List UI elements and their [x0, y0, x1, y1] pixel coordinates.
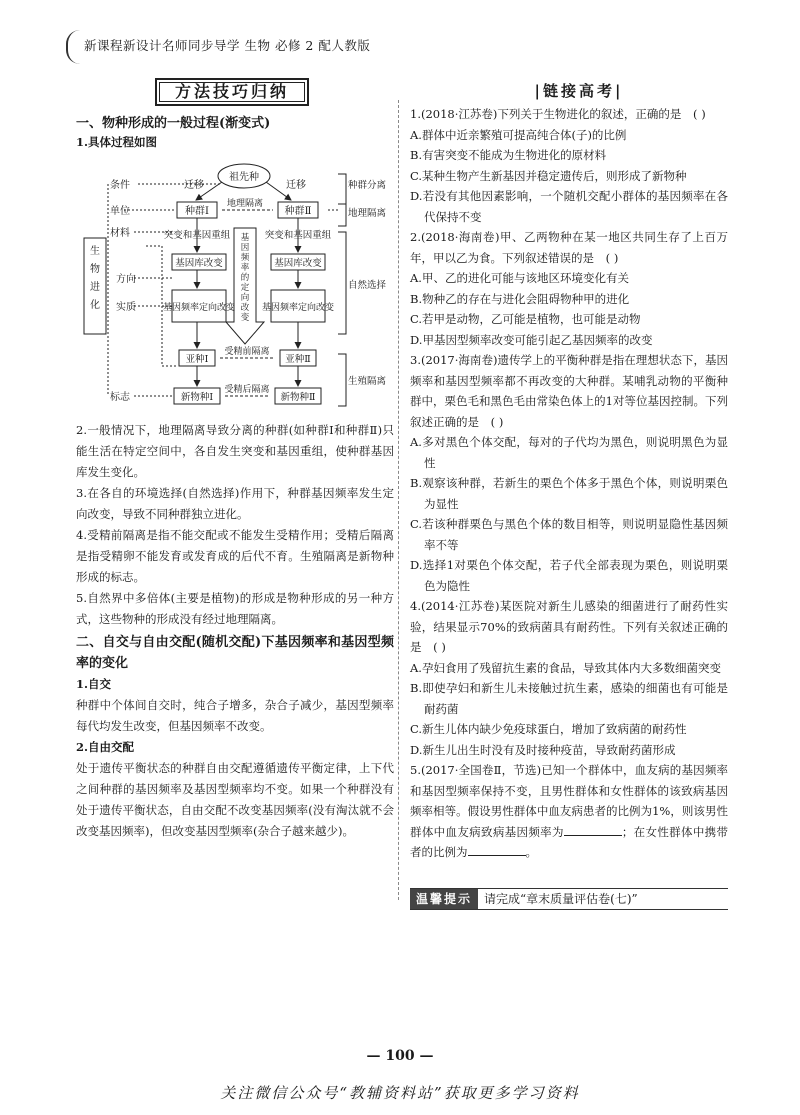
speciation-diagram	[76, 154, 394, 416]
label-essence: 实质	[116, 302, 136, 313]
footer-note: 关注微信公众号“教辅资料站”获取更多学习资料	[220, 1084, 580, 1102]
migrate-right-label: 迁移	[286, 180, 306, 191]
section2-sub2: 2.自由交配	[76, 740, 135, 754]
question-4	[410, 596, 728, 760]
q3-stem: 3.(2017·海南卷)遗传学上的平衡种群是指在理想状态下，基因频率和基因型频率都不再改变的大种群。某哺乳动物的平衡种群中，栗色毛和黑色毛由常染色体上的1对等位基因控制。下列叙述正确的是	[410, 353, 728, 429]
section2-sub1-text: 种群中个体间自交时，纯合子增多，杂合子减少，基因型频率每代均发生改变，但基因频率不改变。	[76, 698, 394, 733]
q3-option-a: A.多对黑色个体交配，每对的子代均为黑色，则说明黑色为显性	[410, 435, 728, 470]
q4-option-b: B.即使孕妇和新生儿未接触过抗生素，感染的细菌也有可能是耐药菌	[410, 681, 728, 716]
q4-answer-paren: ( )	[433, 640, 446, 654]
q5-stem: 5.(2017·全国卷Ⅱ，节选)已知一个群体中，血友病的基因频率和基因型频率保持不变，且男性群体和女性群体的该致病基因频率相等。假设男性群体中血友病患者的比例为1%，则该男性群体中血友病致病基因频率为	[410, 763, 728, 839]
q1-option-c: C.某种生物产生新基因并稳定遗传后，则形成了新物种	[410, 168, 687, 183]
paragraph-5: 5.自然界中多倍体(主要是植物)的形成是物种形成的另一种方式，这些物种的形成没有经过地理隔离。	[76, 591, 394, 626]
section2-sub2-text: 处于遗传平衡状态的种群自由交配遵循遗传平衡定律，上下代之间种群的基因频率及基因型频率均不变。如果一个种群没有处于遗传平衡状态，自由交配不改变基因频率(没有淘汰就不会改变基因频率)，但改变基因型频率(杂合子越来越少)。	[76, 761, 394, 838]
pop2-label: 种群Ⅱ	[284, 206, 312, 217]
geo-iso-label: 地理隔离	[226, 199, 264, 209]
question-5: 5.(2017·全国卷Ⅱ，节选)已知一个群体中，血友病的基因频率和基因型频率保持不变，且男性群体和女性群体的该致病基因频率相等。假设男性群体中血友病患者的比例为1%，则该男性群体中血友病致病基因频率为 ；在女性群体中携带者的比例为 。	[410, 763, 729, 859]
migrate-left-label: 迁移	[184, 180, 204, 191]
tip-label: 温馨提示	[410, 889, 478, 909]
q5-tail: ；在女性群体中携带者的比例为	[410, 824, 729, 859]
pop1-label: 种群Ⅰ	[185, 206, 209, 217]
freq2-label: 基因频率定向改变	[261, 303, 335, 313]
right-label-0: 种群分离	[348, 180, 387, 191]
q1-answer-paren: ( )	[693, 107, 706, 121]
q3-answer-paren: ( )	[490, 414, 504, 429]
q1-stem: 1.(2018·江苏卷)下列关于生物进化的叙述，正确的是	[410, 107, 682, 121]
q4-stem: 4.(2014·江苏卷)某医院对新生儿感染的细菌进行了耐药性实验，结果显示70%的致病菌具有耐药性。下列有关叙述正确的是	[410, 599, 728, 654]
q5-blank-1[interactable]	[564, 823, 622, 836]
mutation-right-label: 突变和基因重组	[264, 230, 332, 241]
paragraph-2: 2.一般情况下，地理隔离导致分离的种群(如种群Ⅰ和种群Ⅱ)只能生活在特定空间中，各自发生突变和基因重组，使种群基因库发生变化。	[76, 423, 394, 479]
link-exam-title: |链接高考|	[534, 82, 624, 100]
question-1	[410, 104, 728, 227]
paragraph-3: 3.在各自的环境选择(自然选择)作用下，种群基因频率发生定向改变，导致不同种群独立进化。	[76, 486, 394, 521]
mutation-left-label: 突变和基因重组	[163, 230, 231, 241]
q2-option-d: D.甲基因型频率改变可能引起乙基因频率的改变	[410, 332, 653, 347]
right-label-2: 自然选择	[348, 280, 387, 291]
link-exam-title-text: 链接高考	[542, 82, 615, 100]
question-2	[410, 227, 728, 350]
right-label-1: 地理隔离	[348, 208, 387, 219]
section1-title: 一、物种形成的一般过程(渐变式)	[76, 116, 271, 131]
sub2-label: 亚种Ⅱ	[285, 354, 311, 365]
column-divider	[398, 100, 399, 900]
label-unit: 单位	[110, 206, 130, 217]
box-title-text: 方法技巧归纳	[174, 82, 289, 101]
left-paragraphs	[76, 420, 394, 842]
q4-option-c: C.新生儿体内缺少免疫球蛋白，增加了致病菌的耐药性	[410, 722, 687, 736]
q4-option-d: D.新生儿出生时没有及时接种疫苗，导致耐药菌形成	[410, 742, 676, 757]
label-sign: 标志	[110, 392, 130, 403]
sub1-label: 亚种Ⅰ	[185, 354, 209, 365]
new1-label: 新物种Ⅰ	[180, 392, 214, 403]
freq1-label: 基因频率定向改变	[162, 303, 236, 313]
q3-option-c: C.若该种群栗色与黑色个体的数目相等，则说明显隐性基因频率不等	[410, 517, 728, 552]
q1-option-a: A.群体中近亲繁殖可提高纯合体(子)的比例	[410, 127, 627, 142]
q3-option-d: D.选择1对栗色个体交配，若子代全部表现为栗色，则说明栗色为隐性	[410, 558, 728, 593]
page-number: — 100 —	[366, 1048, 434, 1064]
paragraph-4: 4.受精前隔离是指不能交配或不能发生受精作用；受精后隔离是指受精卵不能发育或发育成的后代不育。生殖隔离是新物种形成的标志。	[76, 528, 394, 584]
section2-title: 二、自交与自由交配(随机交配)下基因频率和基因型频率的变化	[76, 635, 394, 671]
genepool2-label: 基因库改变	[274, 258, 322, 269]
new2-label: 新物种Ⅱ	[280, 392, 316, 403]
label-direction: 方向	[116, 274, 136, 285]
label-condition: 条件	[110, 180, 130, 191]
root-label: 祖先种	[229, 172, 259, 183]
q4-option-a: A.孕妇食用了残留抗生素的食品，导致其体内大多数细菌突变	[410, 660, 721, 675]
q2-option-b: B.物种乙的存在与进化会阻碍物种甲的进化	[410, 291, 630, 306]
q1-option-b: B.有害突变不能成为生物进化的原材料	[410, 148, 607, 162]
section-box-title	[155, 78, 309, 106]
question-3	[410, 350, 728, 596]
questions-block	[410, 104, 728, 863]
pre-iso-label: 受精前隔离	[224, 347, 270, 357]
q2-option-a: A.甲、乙的进化可能与该地区环境变化有关	[410, 271, 629, 285]
q2-stem: 2.(2018·海南卷)甲、乙两物种在某一地区共同生存了上百万年，甲以乙为食。下列叙述错误的是	[410, 230, 728, 265]
section2-sub1: 1.自交	[76, 677, 112, 691]
label-material: 材料	[110, 228, 130, 239]
right-label-3: 生殖隔离	[348, 376, 387, 387]
tip-bar	[410, 888, 728, 910]
q3-option-b: B.观察该种群，若新生的栗色个体多于黑色个体，则说明栗色为显性	[410, 476, 728, 511]
tip-text: 请完成“章末质量评估卷(七)”	[484, 892, 638, 906]
header-decoration	[66, 30, 84, 64]
vertical-arrow-text: 基因频率的定向改变	[240, 233, 250, 323]
q1-option-d: D.若没有其他因素影响，一个随机交配小群体的基因频率在各代保持不变	[410, 189, 728, 224]
running-header: 新课程新设计名师同步导学 生物 必修 2 配人教版	[84, 38, 371, 53]
genepool1-label: 基因库改变	[175, 258, 223, 269]
post-iso-label: 受精后隔离	[224, 385, 270, 395]
q5-blank-2[interactable]	[468, 843, 526, 856]
side-left-label: 生物进化	[90, 246, 100, 311]
section1-subtitle: 1.具体过程如图	[76, 135, 158, 149]
q2-option-c: C.若甲是动物，乙可能是植物，也可能是动物	[410, 312, 641, 326]
q2-answer-paren: ( )	[605, 250, 619, 265]
